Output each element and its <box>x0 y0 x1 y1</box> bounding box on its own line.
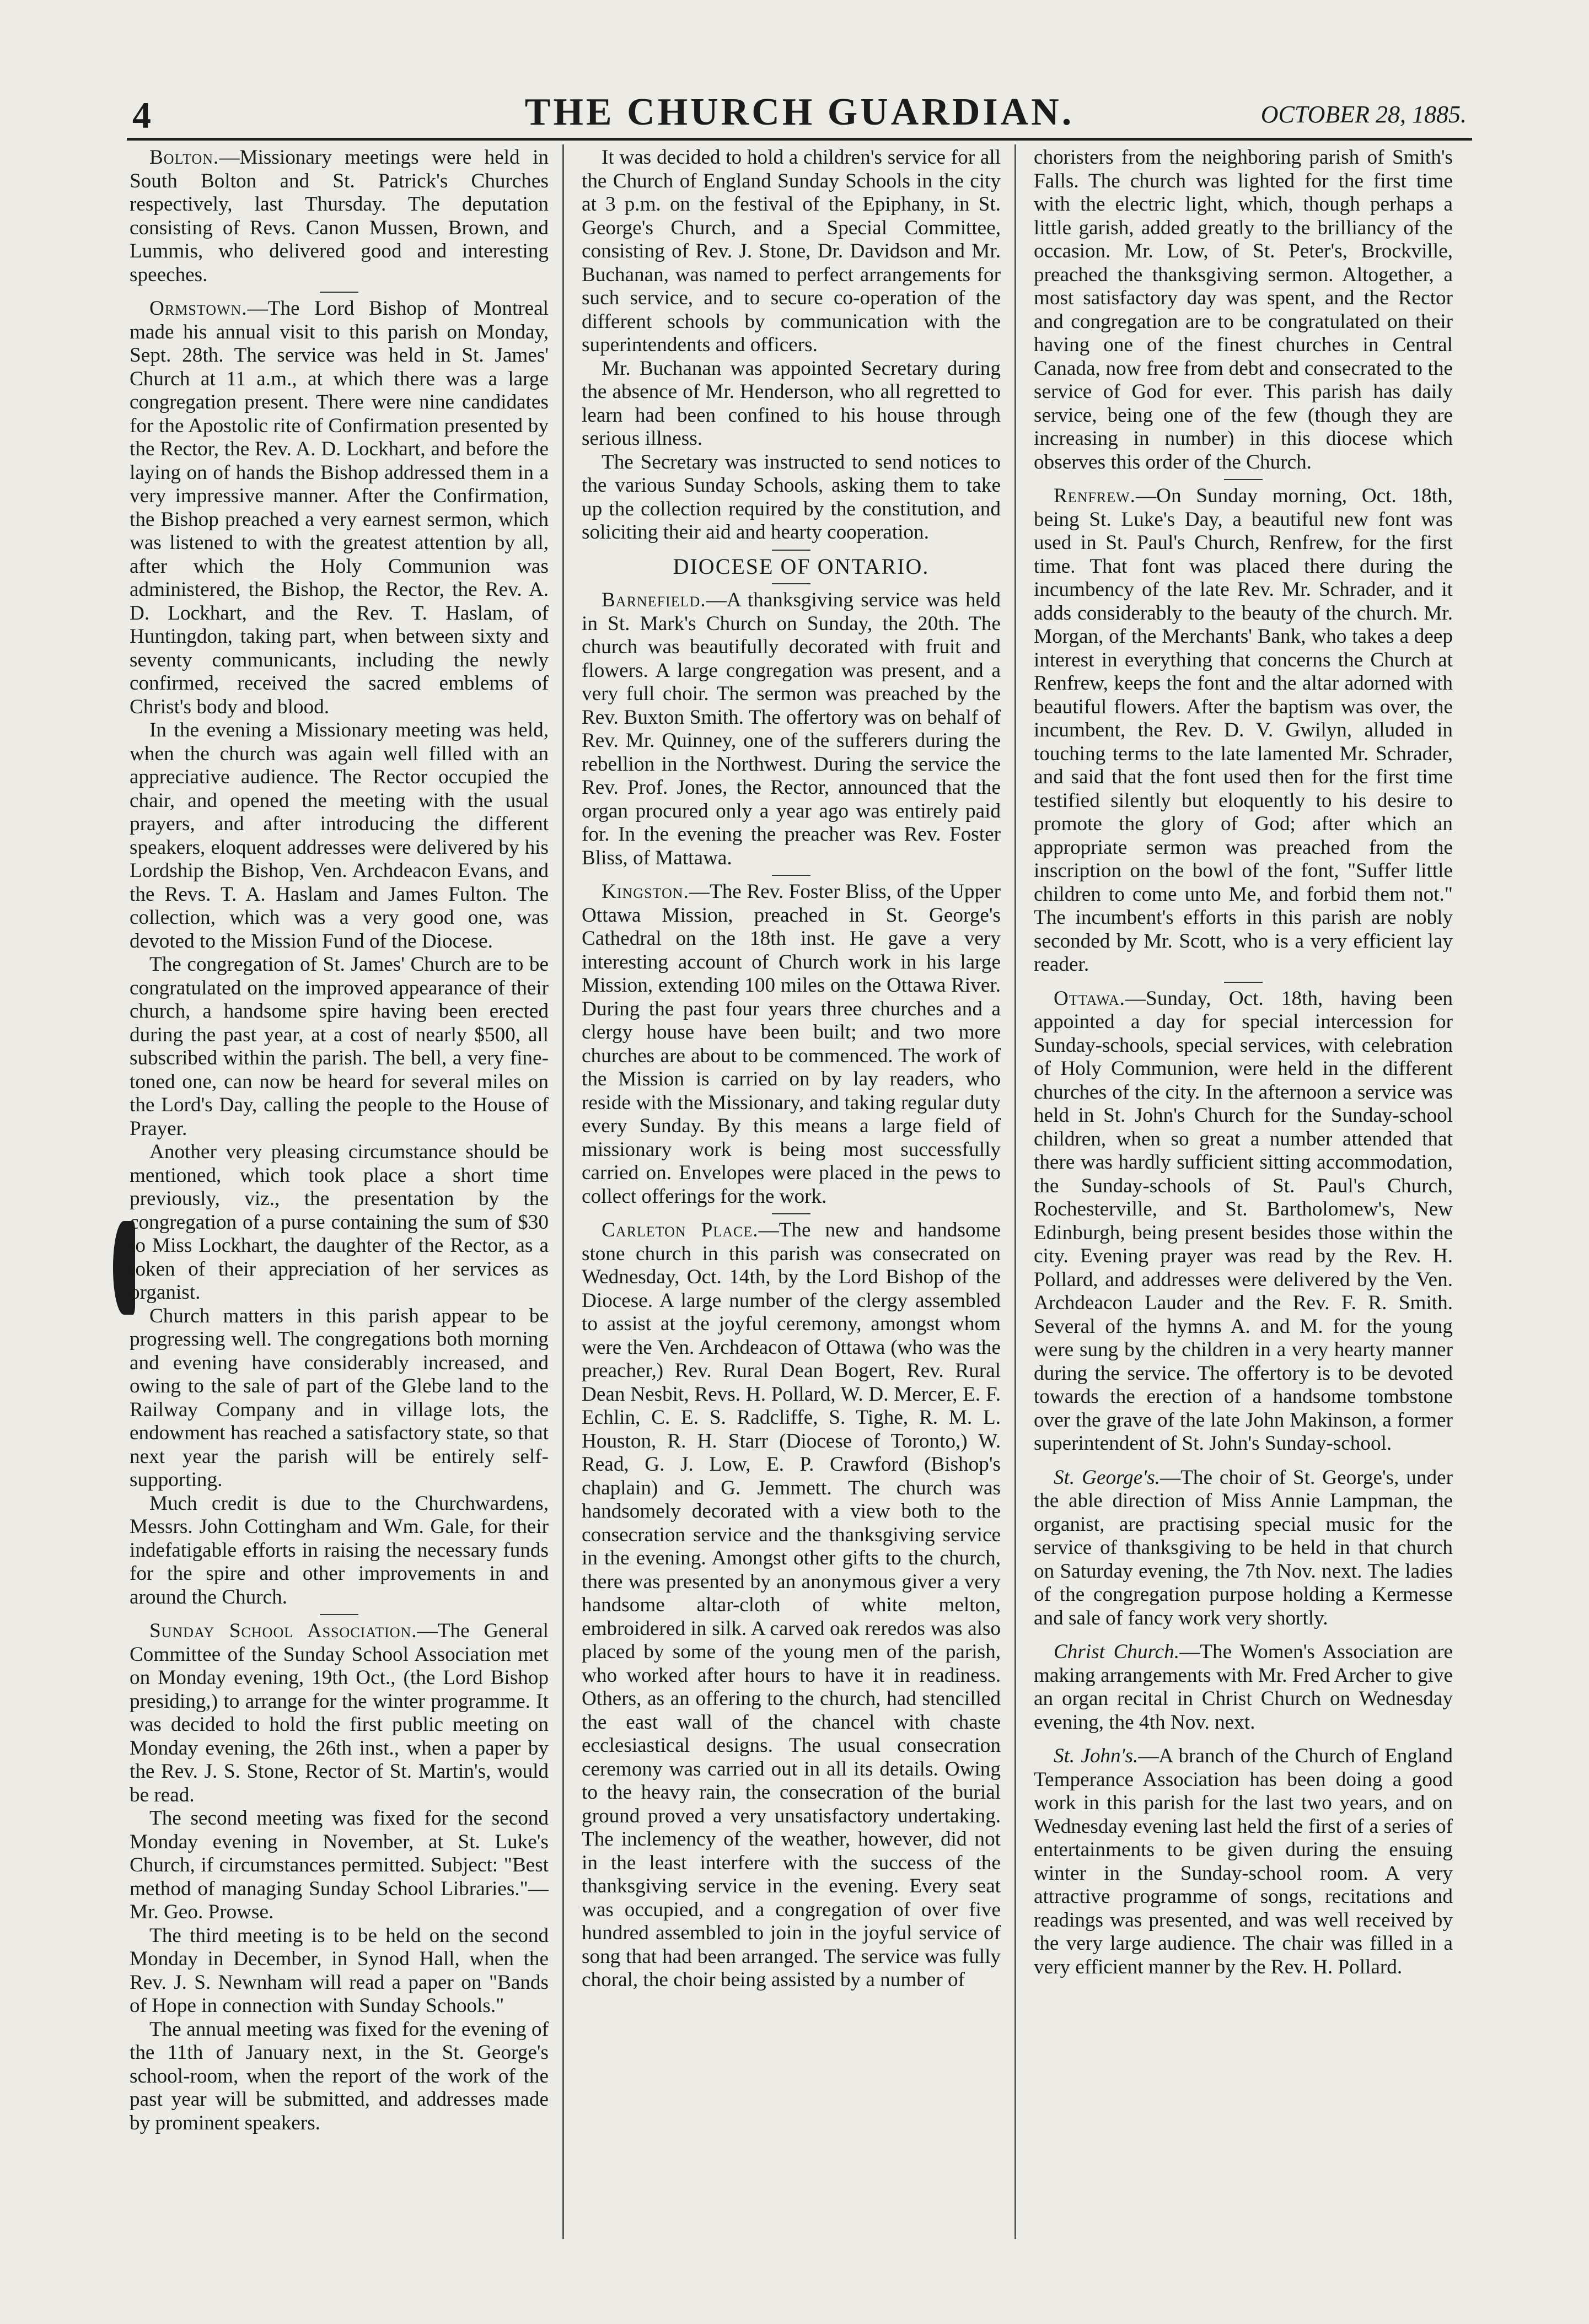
article-lead: Carleton Place. <box>602 1219 759 1241</box>
issue-date: OCTOBER 28, 1885. <box>1260 101 1467 128</box>
masthead: THE CHURCH GUARDIAN. <box>524 91 1075 133</box>
paragraph: Another very pleasing circumstance should be mentioned, which took place a short time previously, viz., the presentation by the congregation of a purse containing the sum of $30 to Miss Lockhart, the daughter of the Rector, as a token of their appreciation of her services as organist. <box>130 1141 549 1304</box>
article-ormstown <box>130 297 549 719</box>
spacer <box>1224 1635 1263 1636</box>
separator <box>772 1213 810 1214</box>
paragraph: The second meeting was fixed for the second Monday evening in November, at St. Luke's Church, if circumstances permitted. Subject: "Best method of managing Sunday School Libraries."—Mr. Geo. Prowse. <box>130 1807 549 1923</box>
article-text: —The choir of St. George's, under the able direction of Miss Annie Lampman, the organist, are practising special music for the service of thanksgiving to be held in that church on Saturday evening, the 7th Nov. next. The ladies of the congregation purpose holding a Kermesse and sale of fancy work very shortly. <box>1034 1466 1453 1629</box>
paragraph: The Secretary was instructed to send notices to the various Sunday Schools, asking them to take up the collection required by the constitution, and soliciting their aid and hearty cooperation. <box>582 450 1001 544</box>
separator <box>320 292 358 293</box>
article-text: —The General Committee of the Sunday School Association met on Monday evening, 19th Oct., (the Lord Bishop presiding,) to arrange for the winter programme. It was decided to hold the first public meeting on Monday evening, the 26th inst., when a paper by the Rev. J. S. Stone, Rector of St. Martin's, would be read. <box>130 1620 549 1806</box>
separator <box>1224 982 1263 983</box>
paragraph: In the evening a Missionary meeting was held, when the church was again well filled with an appreciative audience. The Rector occupied the chair, and opened the meeting with the usual prayers, and after introducing the different speakers, eloquent addresses were delivered by his Lordship the Bishop, Ven. Archdeacon Evans, and the Revs. T. A. Haslam and James Fulton. The collection, which was a very good one, was devoted to the Mission Fund of the Diocese. <box>130 719 549 953</box>
article-bolton <box>130 146 549 287</box>
article-text: —Missionary meetings were held in South Bolton and St. Patrick's Churches respectively, last Thursday. The deputation consisting of Revs. Canon Mussen, Brown, and Lummis, who delivered good and interesting speeches. <box>130 146 549 286</box>
page-header <box>127 88 1472 141</box>
article-text: —A thanksgiving service was held in St. Mark's Church on Sunday, the 20th. The church was beautifully decorated with fruit and flowers. A large congregation was present, and a very full choir. The sermon was preached by the Rev. Buxton Smith. The offertory was on behalf of Rev. Mr. Quinney, one of the sufferers during the rebellion in the Northwest. During the service the Rev. Prof. Jones, the Rector, announced that the organ procured only a year ago was entirely paid for. In the evening the preacher was Rev. Foster Bliss, of Mattawa. <box>582 589 1001 869</box>
separator <box>772 583 810 584</box>
paragraph: Mr. Buchanan was appointed Secretary during the absence of Mr. Henderson, who all regretted to learn had been confined to his house through serious illness. <box>582 357 1001 450</box>
article-text: —The Lord Bishop of Montreal made his annual visit to this parish on Monday, Sept. 28th. The service was held in St. James' Church at 11 a.m., at which there was a large congregation present. There were nine candidates for the Apostolic rite of Confirmation presented by the Rector, the Rev. A. D. Lockhart, and before the laying on of hands the Bishop addressed them in a very impressive manner. After the Confirmation, the Bishop preached a very earnest sermon, which was listened to with the greatest attention by all, after which the Holy Communion was administered, the Bishop, the Rector, the Rev. A. D. Lockhart, and the Rev. T. Haslam, of Huntingdon, taking part, when between sixty and seventy communicants, including the newly confirmed, received the sacred emblems of Christ's body and blood. <box>130 297 549 718</box>
article-kingston <box>582 880 1001 1208</box>
paragraph: choristers from the neighboring parish of Smith's Falls. The church was lighted for the first time with the electric light, which, though perhaps a little garish, added greatly to the brilliancy of the occasion. Mr. Low, of St. Peter's, Brockville, preached the thanksgiving sermon. Altogether, a most satisfactory day was spent, and the Rector and congregation are to be congratulated on their having one of the finest churches in Central Canada, now free from debt and consecrated to the service of God for ever. This parish has daily service, being one of the few (though they are increasing in number) in this diocese which observes this order of the Church. <box>1034 146 1453 474</box>
article-text: —The Rev. Foster Bliss, of the Upper Ottawa Mission, preached in St. George's Cathedral on the 18th inst. He gave a very interesting account of Church work in his large Mission, extending 100 miles on the Ottawa River. During the past four years three churches and a clergy house have been built; and two more churches are about to be commenced. The work of the Mission is carried on by lay readers, who reside with the Missionary, and taking regular duty every Sunday. By this means a large field of missionary work is being most successfully carried on. Envelopes were placed in the pews to collect offerings for the work. <box>582 880 1001 1208</box>
article-text: —A branch of the Church of England Temperance Association has been doing a good work in this parish for the last two years, and on Wednesday evening last held the first of a series of entertainments to be given during the ensuing winter in the Sunday-school room. A very attractive programme of songs, recitations and readings was presented, and was well received by the very large audience. The chair was filled in a very efficient manner by the Rev. H. Pollard. <box>1034 1745 1453 1978</box>
article-lead: Barnefield. <box>602 589 706 611</box>
article-st-georges <box>1034 1466 1453 1631</box>
article-text: —The Women's Association are making arrangements with Mr. Fred Archer to give an organ recital in Christ Church on Wednesday evening, the 4th Nov. next. <box>1034 1640 1453 1734</box>
column-1 <box>130 146 549 2135</box>
column-rule <box>1014 144 1016 2239</box>
spacer <box>1224 1739 1263 1740</box>
article-ottawa <box>1034 987 1453 1456</box>
spacer <box>1224 1461 1263 1462</box>
separator <box>772 550 810 551</box>
article-text: —The new and handsome stone church in this parish was consecrated on Wednesday, Oct. 14th, by the Lord Bishop of the Diocese. A large number of the clergy assembled to assist at the joyful ceremony, amongst whom were the Ven. Archdeacon of Ottawa (who was the preacher,) Rev. Rural Dean Bogert, Rev. Rural Dean Nesbit, Revs. H. Pollard, W. D. Mercer, E. F. Echlin, C. E. S. Radcliffe, S. Tighe, R. M. L. Houston, R. H. Starr (Diocese of Toronto,) W. Read, G. J. Low, E. P. Crawford (Bishop's chaplain) and G. Jemmett. The church was handsomely decorated with a view both to the consecration service and the thanksgiving service in the evening. Amongst other gifts to the church, there was presented by an anonymous giver a very handsome altar-cloth of white melton, embroidered in silk. A carved oak reredos was also placed by some of the young men of the parish, who worked after hours to have it in readiness. Others, as an offering to the church, had stencilled the east wall of the chancel with chaste ecclesiastical designs. The usual consecration ceremony was carried out in all its details. Owing to the heavy rain, the consecration of the burial ground proved a very unsatisfactory undertaking. The inclemency of the weather, however, did not in the least interfere with the success of the thanksgiving service in the evening. Every seat was occupied, and a congregation of over five hundred assembled to join in the joyful service of song that had been arranged. The service was fully choral, the choir being assisted by a number of <box>582 1219 1001 1991</box>
column-2 <box>582 146 1001 1992</box>
article-lead: Sunday School Association. <box>149 1620 417 1642</box>
article-lead: Ormstown. <box>149 297 248 320</box>
article-lead: Christ Church. <box>1054 1640 1180 1663</box>
article-lead: Kingston. <box>602 880 689 903</box>
page-number: 4 <box>132 94 151 136</box>
paragraph: The third meeting is to be held on the second Monday in December, in Synod Hall, when the Rev. J. S. Newnham will read a paper on "Bands of Hope in connection with Sunday Schools." <box>130 1924 549 2017</box>
paragraph: The annual meeting was fixed for the evening of the 11th of January next, in the St. George's school-room, when the report of the work of the past year will be submitted, and addresses made by prominent speakers. <box>130 2018 549 2134</box>
article-text: —Sunday, Oct. 18th, having been appointed a day for special intercession for Sunday-schools, special services, with celebration of Holy Communion, were held in the different churches of the city. In the afternoon a service was held in St. John's Church for the Sunday-school children, when so great a number attended that there was hardly sufficient sitting accommodation, the Sunday-schools of St. Paul's Church, Rochesterville, and St. Bartholomew's, New Edinburgh, being present besides those within the city. Evening prayer was read by the Rev. H. Pollard, and addresses were delivered by the Ven. Archdeacon Lauder and the Rev. F. R. Smith. Several of the hymns A. and M. for the young were sung by the children in a very hearty manner during the service. The offertory is to be devoted towards the erection of a handsome tombstone over the grave of the late John Makinson, a former superintendent of St. John's Sunday-school. <box>1034 987 1453 1455</box>
paragraph: The congregation of St. James' Church are to be congratulated on the improved appearance of their church, a handsome spire having been erected during the past year, at a cost of nearly $500, all subscribed within the parish. The bell, a very fine-toned one, can now be heard for several miles on the Lord's Day, calling the people to the House of Prayer. <box>130 953 549 1140</box>
article-lead: Bolton. <box>149 146 219 169</box>
article-barnefield <box>582 589 1001 870</box>
paragraph: Much credit is due to the Churchwardens, Messrs. John Cottingham and Wm. Gale, for their indefatigable efforts in raising the necessary funds for the spire and other improvements in and around the Church. <box>130 1492 549 1608</box>
article-text: —On Sunday morning, Oct. 18th, being St. Luke's Day, a beautiful new font was used in St. Paul's Church, Renfrew, for the first time. That font was placed there during the incumbency of the late Rev. Mr. Schrader, and it adds considerably to the beauty of the church. Mr. Morgan, of the Merchants' Bank, who takes a deep interest in everything that concerns the Church at Renfrew, keeps the font and the altar adorned with beautiful flowers. After the baptism was over, the incumbent, the Rev. D. V. Gwilyn, alluded in touching terms to the late lamented Mr. Schrader, and said that the font used then for the first time testified silently but eloquently to his desire to promote the glory of God; after which an appropriate sermon was preached from the inscription on the bowl of the font, "Suffer little children to come unto Me, and forbid them not." The incumbent's efforts in this parish are nobly seconded by Mr. Scott, who is a very efficient lay reader. <box>1034 485 1453 976</box>
column-rule <box>562 144 564 2239</box>
column-3 <box>1034 146 1453 1979</box>
article-lead: Renfrew. <box>1054 485 1136 507</box>
separator <box>772 875 810 876</box>
article-christ-church <box>1034 1640 1453 1734</box>
paragraph: It was decided to hold a children's service for all the Church of England Sunday Schools in the city at 3 p.m. on the festival of the Epiphany, in St. George's Church, and a Special Committee, consisting of Rev. J. Stone, Dr. Davidson and Mr. Buchanan, was named to perfect arrangements for such service, and to secure co-operation of the different schools by communication with the superintendents and officers. <box>582 146 1001 356</box>
article-lead: Ottawa. <box>1054 987 1125 1010</box>
article-lead: St. John's. <box>1054 1745 1139 1767</box>
paragraph: Church matters in this parish appear to be progressing well. The congregations both morning and evening have considerably increased, and owing to the sale of part of the Glebe land to the Railway Company and in village lots, the endowment has reached a satisfactory state, so that next year the parish will be entirely self-supporting. <box>130 1304 549 1491</box>
article-carleton-place <box>582 1219 1001 1992</box>
separator <box>1224 479 1263 480</box>
article-lead: St. George's. <box>1054 1466 1160 1489</box>
separator <box>320 1614 358 1615</box>
section-title: DIOCESE OF ONTARIO. <box>673 553 930 579</box>
article-sunday-school <box>130 1620 549 1807</box>
article-st-johns <box>1034 1745 1453 1979</box>
article-renfrew <box>1034 485 1453 977</box>
